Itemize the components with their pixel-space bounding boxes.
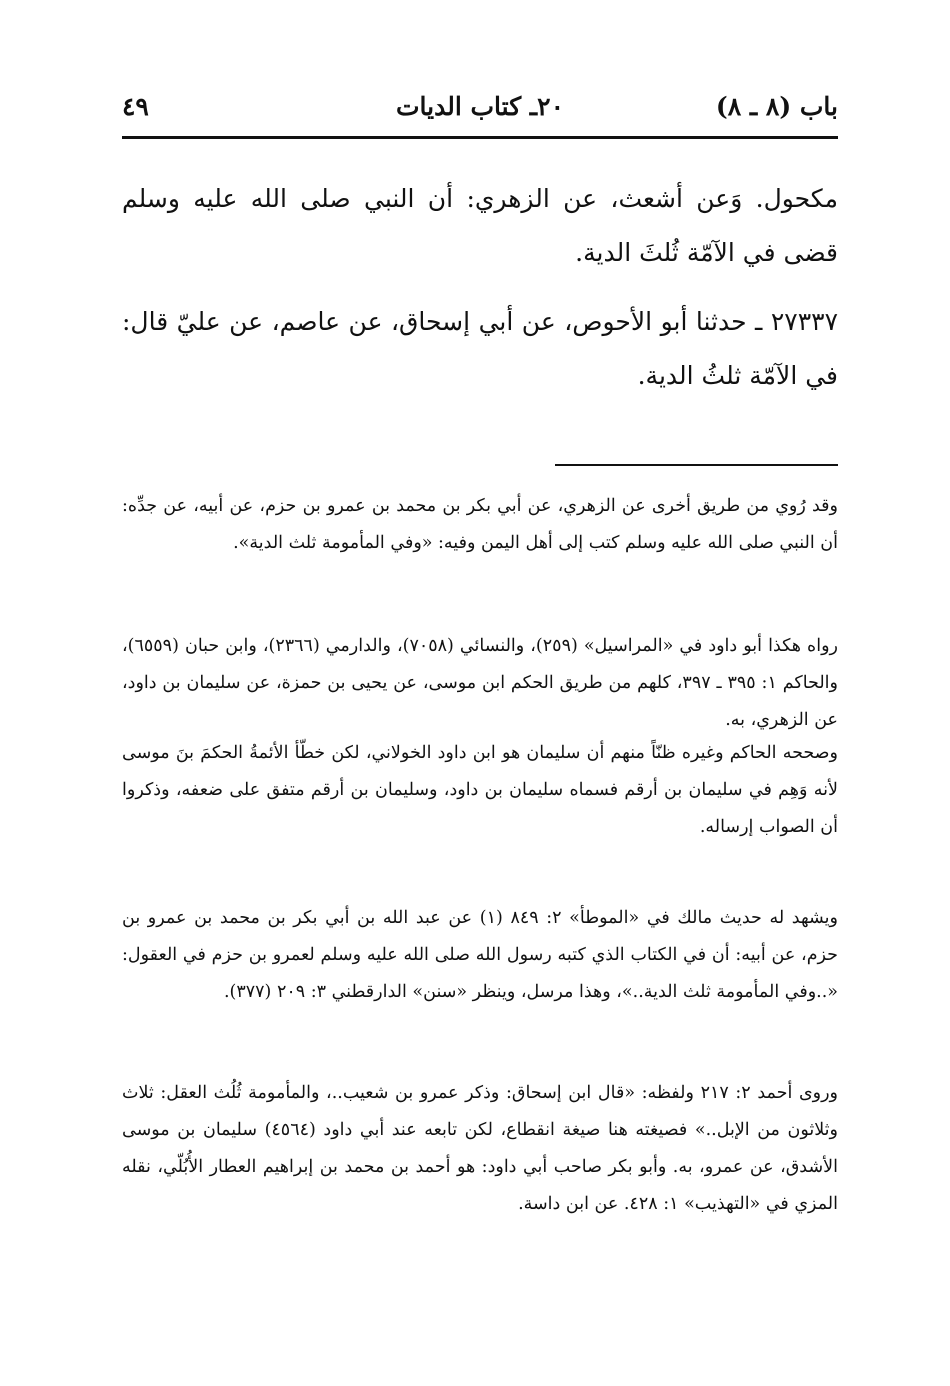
- chapter-reference: باب (٨ ـ ٨): [715, 92, 838, 121]
- footnote-paragraph: ويشهد له حديث مالك في «الموطأ» ٢: ٨٤٩ (١) عن عبد الله بن أبي بكر بن محمد بن عمرو بن حزم، عن أبيه: أن في الكتاب الذي كتبه رسول الله صلى الله عليه وسلم لعمرو بن حزم في العقول: «..وفي المأمومة ثلث الدية..»، وهذا مرسل، وينظر «سنن» الدارقطني ٣: ٢٠٩ (٣٧٧).: [122, 908, 838, 1002]
- footnote-paragraph: وقد رُوي من طريق أخرى عن الزهري، عن أبي بكر بن محمد بن عمرو بن حزم، عن أبيه، عن جدِّه: أن النبي صلى الله عليه وسلم كتب إلى أهل اليمن وفيه: «وفي المأمومة ثلث الدية».: [122, 496, 838, 553]
- hadith-paragraph: ٢٧٣٣٧ ـ حدثنا أبو الأحوص، عن أبي إسحاق، عن عاصم، عن عليّ قال: في الآمّة ثلثُ الدية.: [122, 307, 838, 390]
- main-paragraph: مكحول. وَعن أشعث، عن الزهري: أن النبي صلى الله عليه وسلم قضى في الآمّة ثُلثَ الدية.: [122, 184, 838, 267]
- page-header: [122, 84, 838, 130]
- footnote-paragraph: وروى أحمد ٢: ٢١٧ ولفظه: «قال ابن إسحاق: وذكر عمرو بن شعيب..، والمأمومة ثُلُث العقل: ثلاث وثلاثون من الإبل..» فصيغته هنا صيغة انقطاع، لكن تابعه عند أبي داود (٤٥٦٤) سليمان بن موسى الأشدق، عن عمرو، به. وأبو بكر صاحب أبي داود: هو أحمد بن محمد بن إبراهيم العطار الأُبُلّي، نقله المزي في «التهذيب» ١: ٤٢٨. عن ابن داسة.: [122, 1083, 838, 1214]
- footnote-paragraph: وصححه الحاكم وغيره ظنّاً منهم أن سليمان هو ابن داود الخولاني، لكن خطّأ الأئمةُ الحكمَ بنَ موسى لأنه وَهِم في سليمان بن أرقم فسماه سليمان بن داود، وسليمان بن أرقم متفق على ضعفه، وذكروا أن الصواب إرساله.: [122, 743, 838, 837]
- book-title: ٢٠ـ كتاب الديات: [396, 92, 564, 121]
- page-number: ٤٩: [122, 92, 149, 121]
- footnote-divider: [555, 464, 838, 466]
- footnote-paragraph: رواه هكذا أبو داود في «المراسيل» (٢٥٩)، والنسائي (٧٠٥٨)، والدارمي (٢٣٦٦)، وابن حبان (٦٥٥٩)، والحاكم ١: ٣٩٥ ـ ٣٩٧، كلهم من طريق الحكم ابن موسى، عن يحيى بن حمزة، عن سليمان بن داود، عن الزهري، به.: [122, 636, 838, 730]
- header-divider: [122, 136, 838, 139]
